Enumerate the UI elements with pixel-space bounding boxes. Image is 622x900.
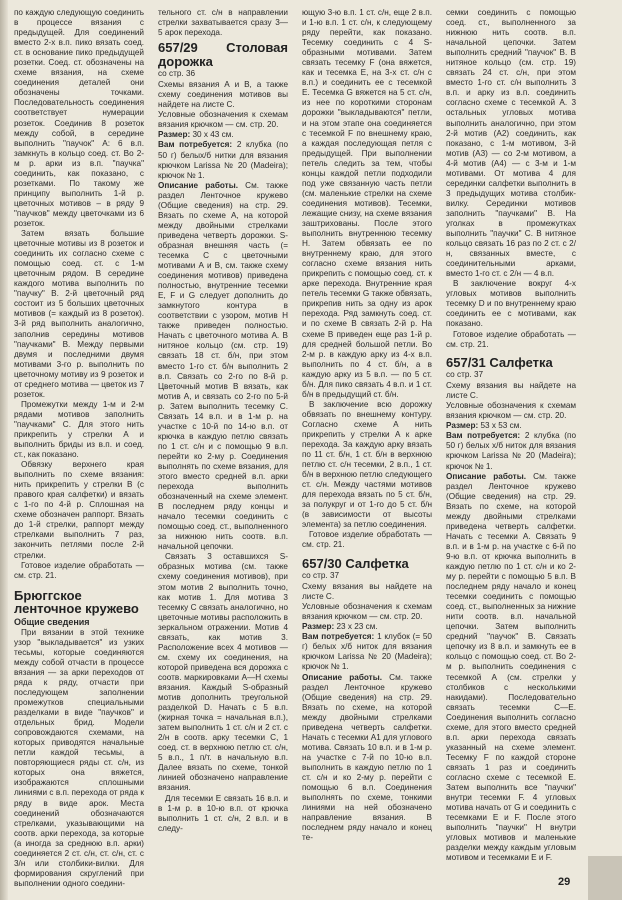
- description-657-30: [302, 673, 432, 844]
- materials-657-29: [158, 140, 288, 180]
- page-corner-shadow: [588, 856, 622, 900]
- materials-value: 1 клубок (= 50 г) белых х/б ниток для вязания крючком Larissa № 20 (Madeira); крючок № 1.: [302, 632, 432, 672]
- col1-paragraph-2: Затем вязать большие цветочные мотивы из 8 розеток и соединить их согласно схеме с помощью соед. ст. с 1-м цветочным рядом. В середине каждого мотива выполнить по "паучку" В. 2-й цветочный ряд состоит из 5 больших цветочных мотивов (= каждый из 8 розеток). 3-й ряд выполнить аналогично, заполнив середины мотивов "паучками" В. Между первыми двумя и последними двумя мотивами 3-го р. выполнить по цветочному мотиву из 9 розеток и от среднего мотива — цветок из 7 розеток.: [14, 229, 144, 399]
- col3-paragraph-top: ющую 3-ю в.п. 1 ст. с/н, еще 2 в.п. и 1-ю в.п. 1 ст. с/н, к следующему ряду перейти, как показано. Тесемку соединить с 4 S-образными мотивами. Затем связать тесемку F (она вяжется, как и тесемка Е, на 3-х ст. с/н с в.п.) и соединить ее с тесемкой Е. Тесемка G вяжется на 5 ст. с/н, из нее по короткими сторонам дорожки "выкладываются" петли, и на этом этапе она соединяется с тесемкой F по внешнему краю, а каждая последующая петля с предыдущей. При выполнении петель следить за тем, чтобы концы каждой петли подходили под уже связанную часть петли (см. маленькие стрелки на схеме соединения мотивов). Тесемки, лежащие снизу, на схеме вязания заштрихованы. После этого выполнить внутреннюю тесемку Н. Затем обвязать ее по внутреннему краю, для этого согласно схеме вязания нить прикрепить с помощью соед. ст. к арке перехода. Внутренние края петель тесемки G также обвязать, прикрепив нить за одну из арок перехода. Ряд замкнуть соед. ст. и по схеме В связать 2-й р. На схеме В приведен еще раз 1-й р. для средней большой петли. Во 2-м р. в каждую арку из 4-х в.п. выполнить по 4 ст. б/н, а в каждую арку из 5 в.п. — по 5 ст. б/н. Для пико связать 4 в.п. и 1 ст. б/н в предыдущий ст. б/н.: [302, 8, 432, 399]
- description-label: Описание работы.: [302, 672, 382, 682]
- description-value: См. также раздел Ленточное кружево (Общие сведения) на стр. 29. Вязать по схеме, на которой между двойными стрелками приведена четверть салфетки. Начать с тесемки А. Связать 9 в.п. и в 1-м р. на участке с 6-й по 9-ю в.п. от крючка выполнить в каждую петлю по 1 ст. с/н и ко 2-му р. перейти с помощью 5 в.п. В последнем ряду начало и конец тесемки соединить с помощью соед. ст., выполненных за нижние нити соотв. в.п. начальной цепочки. Затем выполнить средний "паучок" В. Связать цепочку из 8 в.п. и замкнуть ее в кольцо с помощью соед. ст. Во 2-м р. выполнить соединения с тесемкой А (см. стрелки у столбиков с несколькими накидами). Последовательно связать тесемки С—Е. Соединения выполнить согласно схеме, для этого вместо средней в.п. арки перехода связать указанный на схеме элемент. Тесемку F по каждой стороне связать 1 раз и соединить согласно схеме с тесемкой Е. Затем выполнить все "паучки" внутри тесемки F. 4 угловых мотива начать от G и соединить с тесемками Е и F. После этого выполнить "паучки" Н внутри угловых мотивов и маленькие разделки между каждым угловым мотивом и тесемками Е и F.: [446, 471, 577, 863]
- size-label: Размер:: [302, 622, 335, 632]
- col2-paragraph-1: Схемы вязания А и В, а также схему соединения мотивов вы найдете на листе С.: [158, 80, 288, 110]
- col1-paragraph-4: Обвязку верхнего края выполнить по схеме вязания: нить прикрепить у стрелки В (с правого края салфетки) и вязать с 1-го по 4-й р. Сплошная на схеме обозначен раппорт. Вязать до 1-й стрелки, раппорт между стрелками выполнить 7 раз, закончить петлями после 2-й стрелки.: [14, 460, 144, 560]
- col4-paragraph-top: семки соединить с помощью соед. ст., выполненного за нижнюю нить соотв. в.п. начальной цепочки. Затем выполнить средний "паучок" В. В нитяное кольцо (см. стр. 19) связать 24 ст. с/н, при этом вместо 1-го ст. с/н выполнить 3 в.п. и арку из в.п. соединить согласно схеме с тесемкой А. 3 остальных угловых мотива выполнить аналогично, при этом 2-й мотив (А2) соединить, как показано, с 1-м мотивом, 3-й мотив (А3) — со 2-м мотивом, а 4-й мотив (А4) — с 3-м и 1-м мотивами. От мотива 4 для серединки салфетки выполнить в 3 предыдущих мотива столбик-вилку. Серединки мотивов заполнить "паучками" В. На уголках в промежутках выполнить "паучки" С. В нитяное кольцо связать 16 раз по 2 ст. с 2/н, связанных вместе, с соединительными арками, вместо 1-го ст. с 2/н — 4 в.п.: [446, 8, 576, 279]
- section-heading-bruges-lace: Брюггское ленточное кружево: [14, 587, 139, 617]
- col2-paragraph-top: тельного ст. с/н в направлении стрелки захватывается сразу 3—5 арок перехода.: [158, 8, 288, 38]
- ref-657-29: со стр. 36: [158, 69, 196, 79]
- column-1: [14, 8, 144, 889]
- col3-paragraph-2: В заключение всю дорожку обвязать по внешнему контуру. Согласно схеме А нить прикрепить у стрелки А к арке перехода. За каждую арку вязать по 11 ст. б/н, 1 ст. б/н в верхнюю петлю ст. с/н тесемки, 2 в.п., 1 ст. б/н в верхнюю петлю следующего ст. с/н. Между частями мотивов для перехода вязать по 5 ст. б/н, за полукруг и от 1-го до 5 ст. б/н (в зависимости от высоты элемента) за петлю соединения.: [302, 399, 432, 530]
- column-3: [302, 8, 432, 843]
- col3-paragraph-4: Схему вязания вы найдете на листе С.: [302, 582, 432, 602]
- size-value: 53 x 53 см.: [480, 421, 522, 431]
- col1-paragraph-5: Готовое изделие обработать — см. стр. 21.: [14, 560, 144, 580]
- col2-paragraph-2: Условные обозначения к схемам вязания крючком — см. стр. 20.: [158, 110, 288, 130]
- materials-value: 2 клубка (по 50 г) белых х/б ниток для вязания крючком Larissa № 20 (Madeira); крючок № 1.: [446, 431, 576, 471]
- materials-label: Вам потребуется:: [158, 140, 233, 150]
- materials-label: Вам потребуется:: [446, 431, 521, 441]
- materials-value: 2 клубка (по 50 г) белых/б нитки для вязания крючком Larissa № 20 (Madeira); крючок № 1.: [158, 140, 288, 180]
- ref-657-31: со стр. 37: [446, 370, 484, 380]
- description-value: См. также раздел Ленточное кружево (Общие сведения) на стр. 29. Вязать по схеме А, на которой между двойными стрелками приведена четверть дорожки. S-образная внешняя часть (= тесемка С с цветочными мотивами А и В, см. также схему соединения мотивов) приведена полностью, внутренние тесемки Е, F и G следует дополнить до замкнутого контура в соответствии с узором, мотив Н также приведен полностью. Начать с цветочного мотива А. В нитяное кольцо (см. стр. 19) связать 18 ст. б/н, при этом вместо 1-го ст. б/н выполнить 2 в.п. Связать со 2-го по 8-й р. Цветочный мотив В вязать, как мотив А, и связать со 2-го по 5-й р. Затем выполнить тесемку С. Связать 14 в.п. и в 1-м р. на участке с 10-й по 14-ю в.п. от крючка в каждую петлю связать по 1 ст. с/н и с помощью 9 в.п. перейти ко 2-му р. Соединения выполнять по схеме вязания, для этого вместо средней в.п. арки перехода выполнить обозначенный на схеме элемент. В последнем ряду концы и начало тесемки соединить с помощью соед. ст., выполненного за нижнюю нить соотв. в.п. начальной цепочки.: [158, 180, 289, 552]
- description-label: Описание работы.: [158, 180, 238, 190]
- description-657-31: [446, 472, 576, 864]
- size-657-30: [302, 622, 432, 632]
- col1-paragraph-3: Промежутки между 1-м и 2-м рядами мотивов заполнить "паучками" С. Для этого нить прикрепить у стрелки А и выполнить бриды из в.п. и соед. ст., как показано.: [14, 399, 144, 460]
- size-label: Размер:: [158, 130, 191, 140]
- title-657-30: 657/30 Салфетка: [302, 555, 409, 571]
- column-4: [446, 8, 576, 863]
- col1-paragraph-top: по каждую следующую соединить в процессе вязания с предыдущей. Для соединений вместо 2-х в.п. пико вязать соед. ст. в основание пико предыдущей розетки. Соед. ст. обозначены на схеме вязания, на схеме соединения деталей они обозначены точками. Последовательность соединения соответствует нумерации розеток. Соединив 8 розеток между собой, в середине выполнить "паучок" А: 6 в.п. замкнуть в кольцо соед. ст. Во 2-м р. арки из в.п. "паучка" соединить, как показано, с розетками. По такому же принципу выполнить 1-й р. цветочных мотивов – в ряду 9 "паучков" между цветочками из 6 розеток.: [14, 8, 144, 228]
- col3-paragraph-5: Условные обозначения к схемам вязания крючком — см. стр. 20.: [302, 602, 432, 622]
- col1-paragraph-6: При вязании в этой технике узор "выкладывается" из узких тесьмы, которые соединяются между собой отчасти в процессе вязания — за арки переходов от ряда к ряду, отчасти при последующем заполнении промежутков специальными разделками в виде "паучков" и отдельных брид. Модели сопровождаются схемами, на которых приводятся начальные петли каждой тесьмы, а повторяющиеся ряды ст. с/н, из которых она вяжется, изображаются сплошными линиями с в.п. перехода от ряда к ряду в виде арок. Места соединений обозначаются стрелками, указывающими на соотв. арки перехода, за которые (а иногда за среднюю в.п. арки) соединяется 2 ст. с/н, ст. с/н, ст. с 3/н или столбики-вилки. Для формирования скруглений при выполнении одного соедини-: [14, 627, 144, 888]
- section-subheading-general: Общие сведения: [14, 616, 90, 627]
- col3-paragraph-3: Готовое изделие обработать — см. стр. 21.: [302, 530, 432, 550]
- page-gutter: [0, 0, 8, 900]
- col4-paragraph-4: Схему вязания вы найдете на листе С.: [446, 381, 576, 401]
- materials-657-31: [446, 431, 576, 471]
- col4-paragraph-3: Готовое изделие обработать — см. стр. 21.: [446, 329, 576, 349]
- col2-paragraph-3: Связать 3 оставшихся S-образных мотива (см. также схему соединения мотивов), при этом мотив 2 выполнить точно, как мотив 1. Для мотива 3 тесемку С связать аналогично, но цветочные мотивы расположить в зеркальном отражении. Мотив 4 связать, как мотив 3. Расположение всех 4 мотивов — см. схему их соединения, на которой приведена вся дорожка с соотв. маркировками А—Н схемы вязания. Каждый S-образный мотив дополнить треугольной разделкой D. Начать с 5 в.п. (жирная точка = начальная в.п.), затем выполнить 1 ст. с/н и 2 ст. с 2/н в соотв. арку тесемки С, 1 соед. ст. в верхнюю петлю ст. с/н, 5 в.п., 1 п/т. в начальную в.п. Далее вязать по схеме, тонкой линией обозначено направление вязания.: [158, 552, 288, 793]
- materials-657-30: [302, 632, 432, 672]
- title-657-29: 657/29 Столовая дорожка: [158, 40, 288, 69]
- ref-657-30: со стр. 37: [302, 571, 340, 581]
- col2-paragraph-4: Для тесемки Е связать 16 в.п. и в 1-м р. в 10-ю в.п. от крючка выполнить 1 ст. с/н, 2 в.п. и в следу-: [158, 793, 288, 833]
- title-657-31: 657/31 Салфетка: [446, 354, 553, 370]
- materials-label: Вам потребуется:: [302, 632, 375, 642]
- size-657-29: [158, 130, 288, 140]
- description-657-29: [158, 181, 288, 553]
- size-value: 30 x 43 см.: [192, 130, 234, 140]
- description-label: Описание работы.: [446, 471, 526, 481]
- size-value: 23 x 23 см.: [336, 622, 378, 632]
- description-value: См. также раздел Ленточное кружево (Общие сведения) на стр. 29. Вязать по схеме, на которой между двойными стрелками приведена четверть салфетки. Начать с тесемки А1 для углового мотива. Связать 10 в.п. и в 1-м р. на участке с 7-й по 10-ю в.п. выполнить в каждую петлю по 1 ст. с/н и ко 2-му р. перейти с помощью 6 в.п. Соединения выполнять по схеме, тонкими линиями на ней обозначено направление вязания. В последнем ряду начало и конец те-: [302, 672, 433, 843]
- size-label: Размер:: [446, 421, 479, 431]
- col4-paragraph-2: В заключение вокруг 4-х угловых мотивов выполнить тесемку D и по внутреннему краю соединить ее с мотивами, как показано.: [446, 279, 576, 329]
- column-2: [158, 8, 288, 834]
- page-number: 29: [558, 876, 571, 888]
- size-657-31: [446, 421, 576, 431]
- col4-paragraph-5: Условные обозначения к схемам вязания крючком — см. стр. 20.: [446, 401, 576, 421]
